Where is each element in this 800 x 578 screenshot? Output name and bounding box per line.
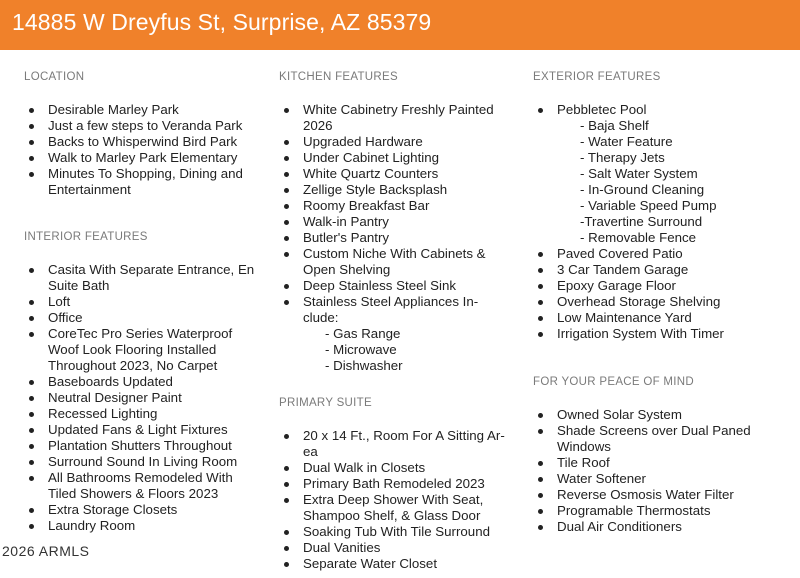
list-item: Tile Roof — [533, 455, 778, 471]
exterior-list — [533, 246, 778, 342]
list-item: Loft — [24, 294, 264, 310]
title-banner — [0, 0, 800, 50]
list-item: Extra Deep Shower With Seat, Shampoo Shelf, & Glass Door — [279, 492, 511, 524]
section-heading: PRIMARY SUITE — [279, 397, 372, 409]
list-item: Butler's Pantry — [279, 230, 511, 246]
list-item: Office — [24, 310, 264, 326]
list-item: Programable Thermostats — [533, 503, 778, 519]
section-heading: KITCHEN FEATURES — [279, 71, 398, 83]
list-item: CoreTec Pro Series Waterproof Woof Look Flooring Installed Throughout 2023, No Carpet — [24, 326, 264, 374]
list-item: Separate Water Closet — [279, 556, 511, 572]
appliance-sublist — [293, 326, 511, 374]
list-item: Paved Covered Patio — [533, 246, 778, 262]
sub-list-item: - Microwave — [325, 342, 397, 357]
peace-of-mind-section — [533, 376, 778, 535]
list-item: Dual Walk in Closets — [279, 460, 511, 476]
sub-list-item: - In-Ground Cleaning — [580, 182, 705, 197]
sub-list-item: - Baja Shelf — [580, 118, 649, 133]
pool-list — [533, 102, 778, 118]
list-item: Desirable Marley Park — [24, 102, 264, 118]
list-item: Backs to Whisperwind Bird Park — [24, 134, 264, 150]
list-item: Custom Niche With Cabinets & Open Shelving — [279, 246, 511, 278]
list-item: Plantation Shutters Throughout — [24, 438, 264, 454]
sub-list-item: - Salt Water System — [580, 166, 698, 181]
list-item: Zellige Style Backsplash — [279, 182, 511, 198]
sub-list-item: - Water Feature — [580, 134, 673, 149]
sub-list-item: -Travertine Surround — [580, 214, 703, 229]
list-item: Recessed Lighting — [24, 406, 264, 422]
kitchen-section — [279, 71, 511, 374]
list-item: Roomy Breakfast Bar — [279, 198, 511, 214]
list-item: Stainless Steel Appliances In-clude: — [279, 294, 511, 326]
list-item: Dual Vanities — [279, 540, 511, 556]
list-item: Irrigation System With Timer — [533, 326, 778, 342]
section-heading: INTERIOR FEATURES — [24, 231, 148, 243]
sub-list-item: - Removable Fence — [580, 230, 697, 245]
location-list — [24, 102, 264, 198]
sub-list-item: - Dishwasher — [325, 358, 403, 373]
sub-list-item: - Gas Range — [325, 326, 401, 341]
list-item: All Bathrooms Remodeled With Tiled Showers & Floors 2023 — [24, 470, 264, 502]
list-item: Casita With Separate Entrance, En Suite Bath — [24, 262, 264, 294]
list-item: 20 x 14 Ft., Room For A Sitting Ar-ea — [279, 428, 511, 460]
sub-list-item: - Therapy Jets — [580, 150, 665, 165]
list-item: Extra Storage Closets — [24, 502, 264, 518]
section-heading: FOR YOUR PEACE OF MIND — [533, 376, 695, 388]
section-heading: EXTERIOR FEATURES — [533, 71, 661, 83]
list-item: Pebbletec Pool — [533, 102, 778, 118]
list-item: 3 Car Tandem Garage — [533, 262, 778, 278]
list-item: Deep Stainless Steel Sink — [279, 278, 511, 294]
list-item: Walk-in Pantry — [279, 214, 511, 230]
pool-feature-sublist — [548, 118, 778, 246]
peace-of-mind-list — [533, 407, 778, 535]
list-item: Walk to Marley Park Elementary — [24, 150, 264, 166]
list-item: Dual Air Conditioners — [533, 519, 778, 535]
copyright-watermark: 2026 ARMLS — [2, 543, 90, 559]
list-item: Laundry Room — [24, 518, 264, 534]
list-item: Neutral Designer Paint — [24, 390, 264, 406]
section-heading: LOCATION — [24, 71, 85, 83]
list-item: Shade Screens over Dual Paned Windows — [533, 423, 778, 455]
list-item: Overhead Storage Shelving — [533, 294, 778, 310]
list-item: Low Maintenance Yard — [533, 310, 778, 326]
list-item: Primary Bath Remodeled 2023 — [279, 476, 511, 492]
list-item: Epoxy Garage Floor — [533, 278, 778, 294]
list-item: Baseboards Updated — [24, 374, 264, 390]
kitchen-list — [279, 102, 511, 326]
list-item: White Quartz Counters — [279, 166, 511, 182]
sub-list-item: - Variable Speed Pump — [580, 198, 717, 213]
property-address: 14885 W Dreyfus St, Surprise, AZ 85379 — [12, 9, 432, 35]
location-section — [24, 71, 264, 198]
primary-suite-list — [279, 428, 511, 572]
list-item: Upgraded Hardware — [279, 134, 511, 150]
exterior-section — [533, 71, 778, 342]
interior-section — [24, 231, 264, 534]
list-item: Owned Solar System — [533, 407, 778, 423]
list-item: Surround Sound In Living Room — [24, 454, 264, 470]
list-item: Soaking Tub With Tile Surround — [279, 524, 511, 540]
interior-list — [24, 262, 264, 534]
list-item: Reverse Osmosis Water Filter — [533, 487, 778, 503]
list-item: Just a few steps to Veranda Park — [24, 118, 264, 134]
list-item: Updated Fans & Light Fixtures — [24, 422, 264, 438]
list-item: White Cabinetry Freshly Painted 2026 — [279, 102, 511, 134]
primary-suite-section — [279, 397, 511, 572]
list-item: Under Cabinet Lighting — [279, 150, 511, 166]
list-item: Minutes To Shopping, Dining and Entertainment — [24, 166, 264, 198]
list-item: Water Softener — [533, 471, 778, 487]
